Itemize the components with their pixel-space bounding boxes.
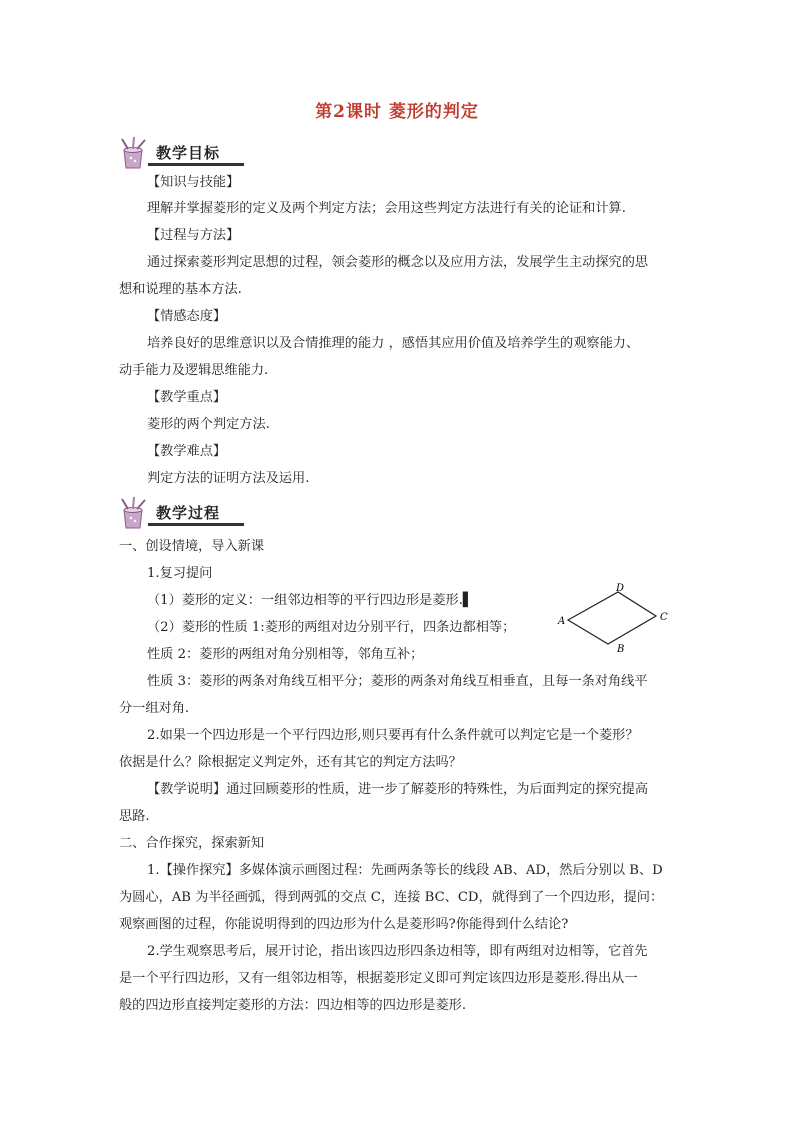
text-line: 思路. <box>119 809 150 824</box>
text-line: 性质 2：菱形的两组对角分别相等，邻角互补； <box>147 647 424 662</box>
text-line: （1）菱形的定义：一组邻边相等的平行四边形是菱形.▌ <box>147 593 474 608</box>
text-line: 理解并掌握菱形的定义及两个判定方法；会用这些判定方法进行有关的论证和计算. <box>147 201 626 216</box>
section-underline <box>148 163 244 166</box>
text-line: 2.如果一个四边形是一个平行四边形,则只要再有什么条件就可以判定它是一个菱形？ <box>147 728 639 743</box>
section-underline <box>148 523 244 526</box>
text-line: 二、合作探究，探索新知 <box>119 836 265 851</box>
section-title: 教学目标 <box>156 144 221 162</box>
text-line: 培养良好的思维意识以及合情推理的能力 ，感悟其应用价值及培养学生的观察能力、 <box>147 336 640 351</box>
text-line: 【教学重点】 <box>147 390 227 405</box>
text-line: 一、创设情境，导入新课 <box>119 539 265 554</box>
section-header-process <box>118 496 243 530</box>
text-line: 1.复习提问 <box>147 566 213 581</box>
vertex-label-c: C <box>660 612 668 623</box>
text-line: 为圆心，AB 为半径画弧，得到两弧的交点 C，连接 BC、CD，就得到了一个四边形，提问： <box>119 890 664 905</box>
text-line: 1.【操作探究】多媒体演示画图过程：先画两条等长的线段 AB、AD，然后分别以 B、D <box>147 863 663 878</box>
text-line: 2.学生观察思考后，展开讨论，指出该四边形四条边相等，即有两组对边相等，它首先 <box>147 944 648 959</box>
text-line: 动手能力及逻辑思维能力. <box>119 363 269 378</box>
vertex-label-b: B <box>617 644 625 654</box>
page-title: 第2课时 菱形的判定 <box>315 102 479 122</box>
text-line: 菱形的两个判定方法. <box>147 417 270 432</box>
text-line: 分一组对角. <box>119 701 190 716</box>
text-line: 【教学说明】通过回顾菱形的性质，进一步了解菱形的特殊性，为后面判定的探究提高 <box>147 782 649 797</box>
text-line: 通过探索菱形判定思想的过程，领会菱形的概念以及应用方法，发展学生主动探究的思 <box>147 255 649 270</box>
rhombus-figure <box>556 582 676 654</box>
section-title: 教学过程 <box>156 504 221 522</box>
text-line: 般的四边形直接判定菱形的方法：四边相等的四边形是菱形. <box>119 998 467 1013</box>
text-line: 想和说理的基本方法. <box>119 282 242 297</box>
vertex-label-a: A <box>558 616 566 627</box>
text-line: 【教学难点】 <box>147 444 227 459</box>
text-line: 是一个平行四边形，又有一组邻边相等，根据菱形定义即可判定该四边形是菱形.得出从一 <box>119 971 638 986</box>
text-line: （2）菱形的性质 1:菱形的两组对边分别平行，四条边都相等； <box>147 620 516 635</box>
text-line: 依据是什么？除根据定义判定外，还有其它的判定方法吗？ <box>119 755 462 770</box>
text-line: 判定方法的证明方法及运用. <box>147 471 310 486</box>
text-line: 【知识与技能】 <box>147 175 240 190</box>
text-line: 【过程与方法】 <box>147 228 240 243</box>
text-line: 观察画图的过程，你能说明得到的四边形为什么是菱形吗?你能得到什么结论? <box>119 917 569 932</box>
vertex-label-d: D <box>616 583 625 594</box>
rhombus-shape <box>568 592 656 644</box>
section-header-objectives <box>118 136 243 170</box>
pencil-cup-icon <box>118 136 152 170</box>
text-line: 【情感态度】 <box>147 309 227 324</box>
pencil-cup-icon <box>118 496 152 530</box>
text-line: 性质 3：菱形的两条对角线互相平分；菱形的两条对角线互相垂直，且每一条对角线平 <box>147 674 648 689</box>
